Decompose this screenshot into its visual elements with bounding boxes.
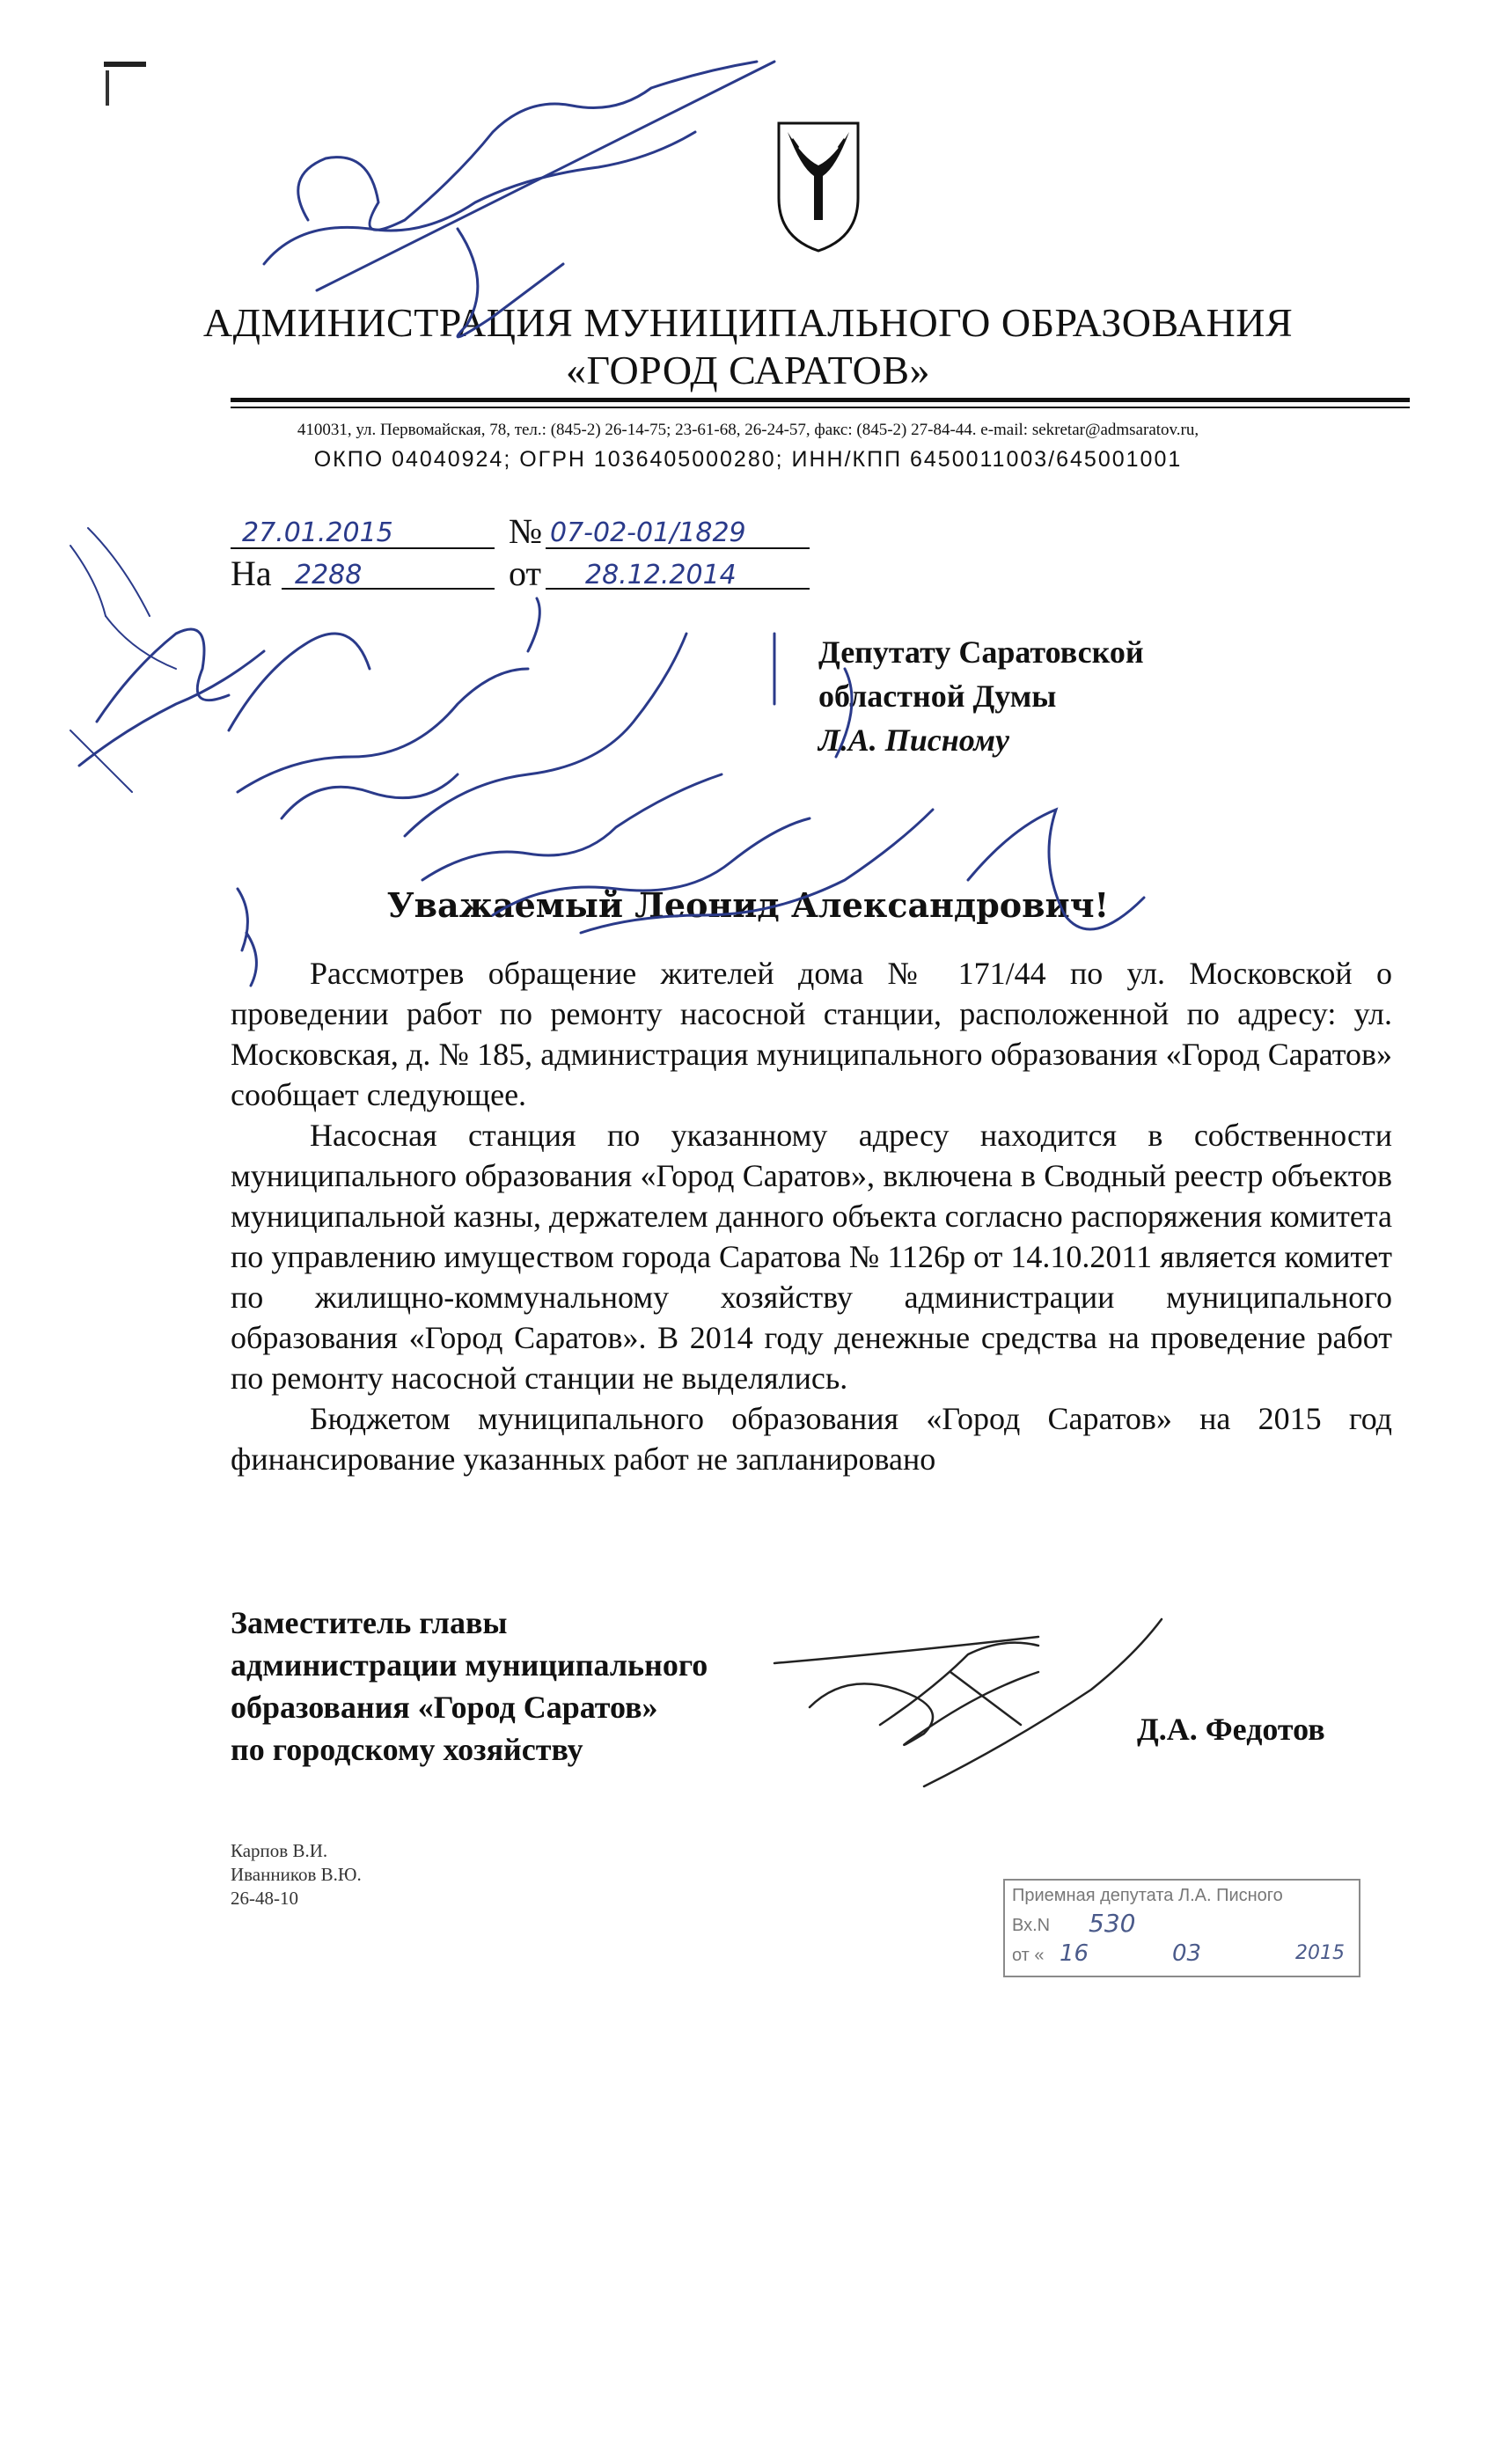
- faint-left-margin-note: [70, 528, 176, 792]
- org-name-line2: «ГОРОД САРАТОВ»: [566, 348, 930, 392]
- date-field-value: 27.01.2015: [242, 517, 393, 548]
- from-label: от: [509, 554, 541, 593]
- top-resolution-scribble: [264, 62, 774, 337]
- body-paragraph-3: Бюджетом муниципального образования «Город Саратов» на 2015 год финансирование указанных работ не запланировано: [231, 1401, 1392, 1477]
- signer-title-line3: образования «Город Саратов»: [231, 1690, 658, 1725]
- executor-2: Иванников В.Ю.: [231, 1864, 362, 1885]
- org-contacts: 410031, ул. Первомайская, 78, тел.: (845-2) 26-14-75; 23-61-68, 26-24-57, факс: (845-2) 27-84-44. e-mail: sekretar@admsaratov.ru,: [297, 421, 1199, 439]
- number-field-value: 07-02-01/1829: [550, 517, 746, 548]
- from-date-value: 28.12.2014: [585, 560, 737, 590]
- reply-to-label: На: [231, 554, 272, 593]
- number-label: №: [509, 511, 543, 551]
- salutation: Уважаемый Леонид Александрович!: [386, 885, 1110, 925]
- executor-phone: 26-48-10: [231, 1888, 298, 1909]
- reply-to-value: 2288: [295, 560, 363, 590]
- signer-title-line4: по городскому хозяйству: [231, 1732, 583, 1767]
- recipient-line2: областной Думы: [818, 678, 1057, 714]
- signer-name: Д.А. Федотов: [1137, 1712, 1325, 1747]
- stamp-office: Приемная депутата Л.А. Писного: [1012, 1886, 1283, 1905]
- org-name-line1: АДМИНИСТРАЦИЯ МУНИЦИПАЛЬНОГО ОБРАЗОВАНИЯ: [202, 300, 1294, 345]
- stamp-number: 530: [1089, 1909, 1136, 1938]
- stamp-date-label: от «: [1012, 1946, 1045, 1965]
- recipient-line3: Л.А. Писному: [818, 722, 1009, 758]
- recipient-line1: Депутату Саратовской: [818, 634, 1144, 670]
- body-paragraph-2: Насосная станция по указанному адресу находится в собственности муниципального образования «Город Саратов», включена в Сводный реестр объектов муниципальной казны, держателем данного объекта согласно распоряжения комитета по управлению имуществом города Саратова № 1126р от 14.10.2011 является комитет по жилищно-коммунальному хозяйству администрации муниципального образования «Город Саратов». В 2014 году денежные средства на проведение работ по ремонту насосной станции не выделялись.: [231, 1118, 1392, 1396]
- stamp-number-label: Вх.N: [1012, 1916, 1051, 1935]
- margin-resolution-scribble: [79, 598, 1144, 986]
- executor-1: Карпов В.И.: [231, 1840, 328, 1861]
- org-registration-ids: ОКПО 04040924; ОГРН 1036405000280; ИНН/КПП 6450011003/645001001: [313, 447, 1183, 472]
- official-signature: [774, 1619, 1162, 1786]
- body-paragraph-1: Рассмотрев обращение жителей дома № 171/44 по ул. Московской о проведении работ по ремонту насосной станции, расположенной по адресу: ул. Московская, д. № 185, администрация муниципального образования «Город Саратов» сообщает следующее.: [231, 956, 1392, 1112]
- stamp-month: 03: [1172, 1940, 1202, 1967]
- stamp-year: 2015: [1295, 1942, 1345, 1964]
- stamp-day: 16: [1060, 1940, 1089, 1967]
- signer-title-line2: администрации муниципального: [231, 1647, 708, 1683]
- signer-title-line1: Заместитель главы: [231, 1605, 508, 1640]
